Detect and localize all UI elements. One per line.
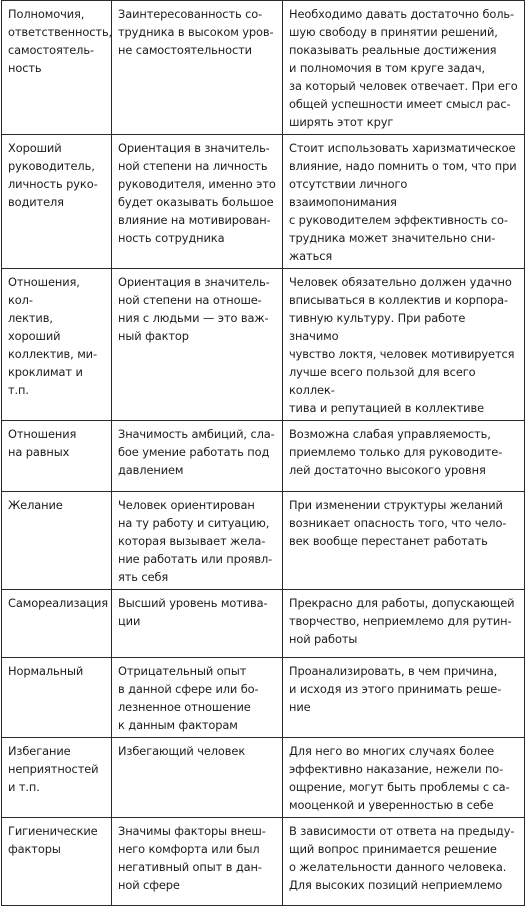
factor-cell: Избегание неприятностей и т.п. xyxy=(2,738,112,818)
advice-cell: Для него во многих случаях более эффективно наказание, нежели по- ощрение, могут быть проблемы с са- мооценкой и уверенностью в себе xyxy=(283,738,525,818)
advice-cell: Человек обязательно должен удачно вписываться в коллектив и корпора- тивную культуру. При работе значимо чувство локтя, человек мотивируется лучше всего пользой для всего коллек- тива и репутацией в коллективе xyxy=(283,269,525,421)
table-row xyxy=(2,492,525,590)
table-body xyxy=(2,1,525,906)
factor-cell: Отношения на равных xyxy=(2,421,112,492)
factor-cell: Желание xyxy=(2,492,112,590)
meaning-cell: Значимость амбиций, сла- бое умение работать под давлением xyxy=(112,421,283,492)
table-row xyxy=(2,269,525,421)
factor-cell: Полномочия, ответственность, самостоятель- ность xyxy=(2,1,112,135)
table-row xyxy=(2,421,525,492)
advice-cell: При изменении структуры желаний возникает опасность того, что чело- век вообще перестанет работать xyxy=(283,492,525,590)
meaning-cell: Ориентация в значитель- ной степени на личность руководителя, именно это будет оказывать большое влияние на мотивирован- ность сотрудника xyxy=(112,135,283,269)
advice-cell: Стоит использовать харизматическое влияние, надо помнить о том, что при отсутствии личного взаимопонимания с руководителем эффективность со- трудника может значительно сни- жаться xyxy=(283,135,525,269)
factor-cell: Хороший руководитель, личность руко- водителя xyxy=(2,135,112,269)
table-row xyxy=(2,1,525,135)
meaning-cell: Отрицательный опыт в данной сфере или бо- лезненное отношение к данным факторам xyxy=(112,658,283,738)
table-row xyxy=(2,590,525,658)
table-row xyxy=(2,738,525,818)
meaning-cell: Ориентация в значитель- ной степени на отноше- ния с людьми — это важ- ный фактор xyxy=(112,269,283,421)
meaning-cell: Человек ориентирован на ту работу и ситуацию, которая вызывает жела- ние работать или проявл- ять себя xyxy=(112,492,283,590)
factor-cell: Нормальный xyxy=(2,658,112,738)
meaning-cell: Заинтересованность со- трудника в высоком уров- не самостоятельности xyxy=(112,1,283,135)
motivation-factors-table xyxy=(1,0,525,906)
meaning-cell: Значимы факторы внеш- него комфорта или был негативный опыт в дан- ной сфере xyxy=(112,818,283,906)
table-row xyxy=(2,135,525,269)
meaning-cell: Высший уровень мотива- ции xyxy=(112,590,283,658)
table-row xyxy=(2,658,525,738)
advice-cell: Проанализировать, в чем причина, и исходя из этого принимать реше- ние xyxy=(283,658,525,738)
factor-cell: Гигиенические факторы xyxy=(2,818,112,906)
advice-cell: Возможна слабая управляемость, приемлемо только для руководите- лей достаточно высокого уровня xyxy=(283,421,525,492)
meaning-cell: Избегающий человек xyxy=(112,738,283,818)
advice-cell: В зависимости от ответа на предыду- щий вопрос принимается решение о желательности данного человека. Для высоких позиций неприемлемо xyxy=(283,818,525,906)
advice-cell: Необходимо давать достаточно боль- шую свободу в принятии решений, показывать реальные достижения и полномочия в том круге задач, за который человек отвечает. При его общей успешности имеет смысл рас- ширять этот круг xyxy=(283,1,525,135)
advice-cell: Прекрасно для работы, допускающей творчество, неприемлемо для рутин- ной работы xyxy=(283,590,525,658)
factor-cell: Самореализация xyxy=(2,590,112,658)
factor-cell: Отношения, кол- лектив, хороший коллектив, ми- кроклимат и т.п. xyxy=(2,269,112,421)
